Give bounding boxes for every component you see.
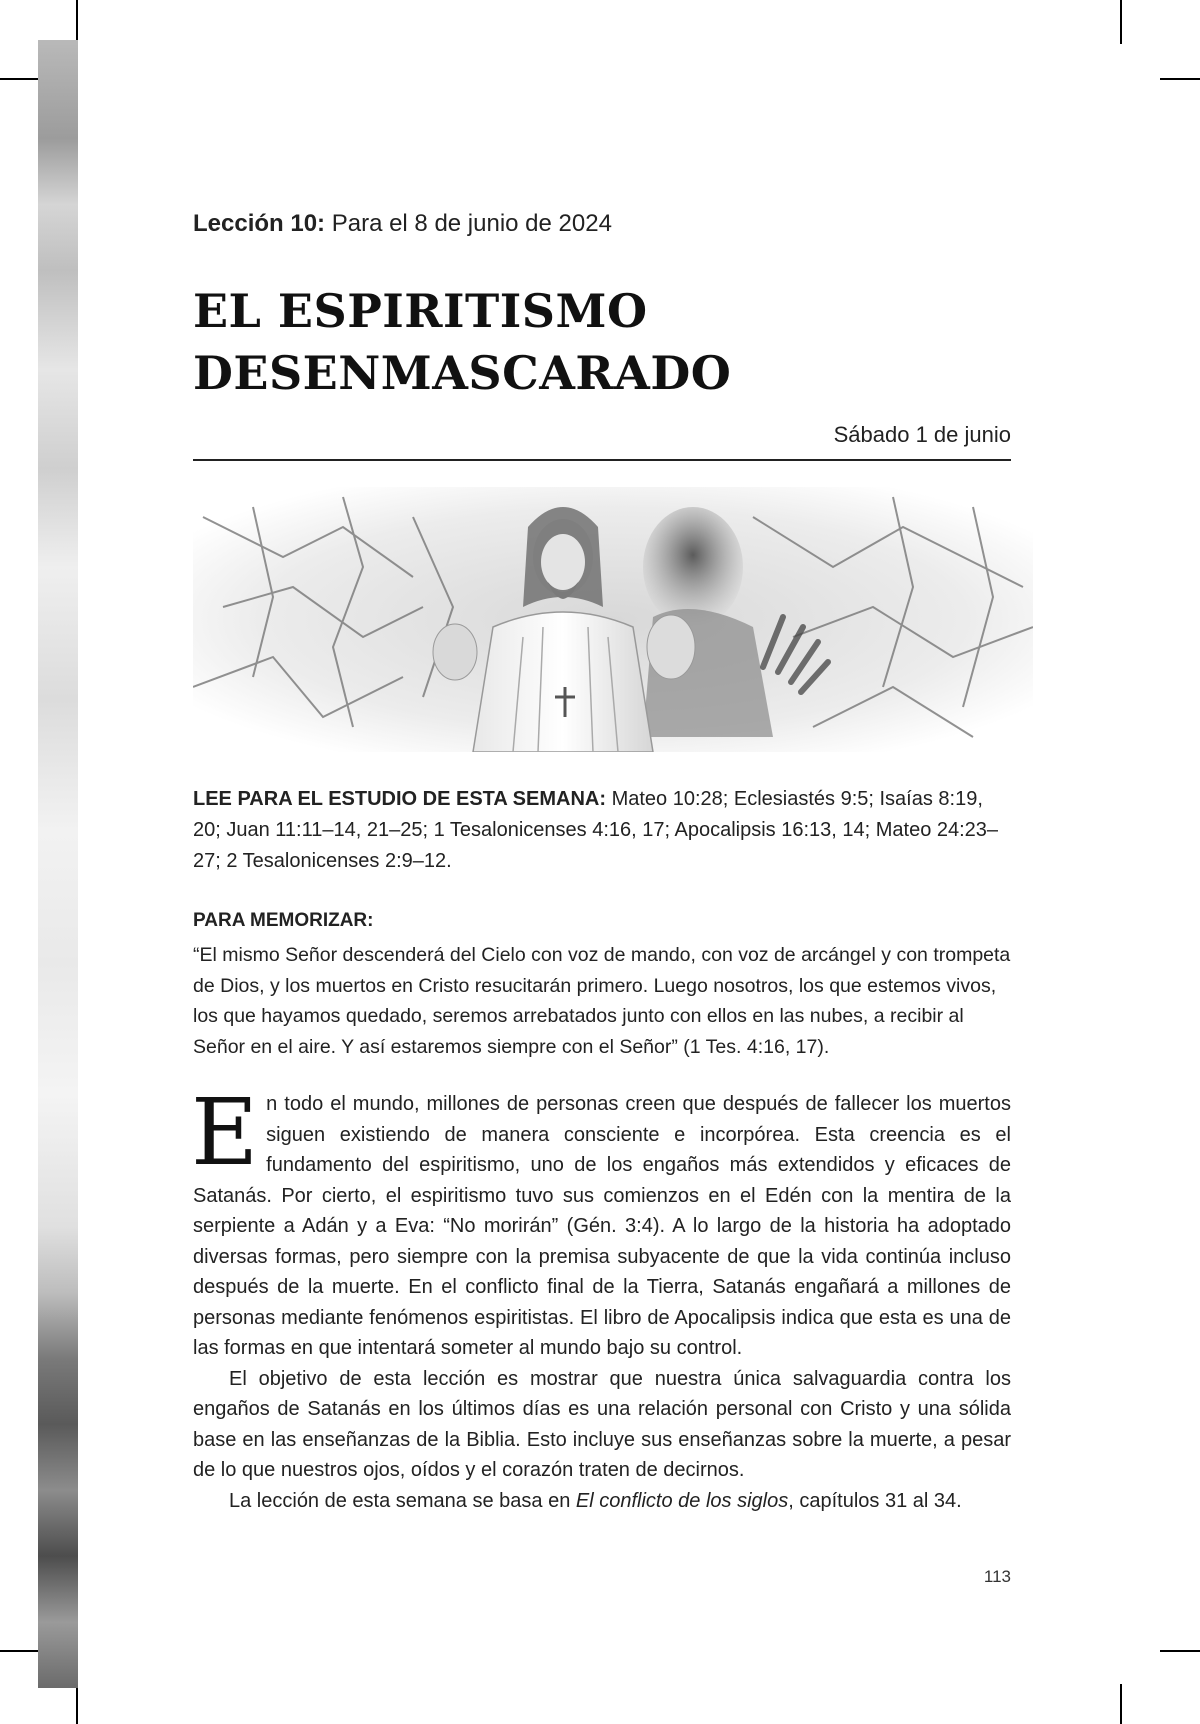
crop-mark	[76, 1684, 78, 1724]
crop-mark	[1160, 1650, 1200, 1652]
crop-mark	[1120, 1684, 1122, 1724]
paragraph	[191, 1079, 1011, 1364]
page-title	[193, 280, 731, 404]
lesson-illustration	[193, 487, 1033, 752]
paragraph-text: , capítulos 31 al 34.	[788, 1489, 962, 1512]
reading-text: Mateo 10:28; Eclesiastés 9:5; Isaías 8:19, 20; Juan 11:11–14, 21–25; 1 Tesalonicenses 4:16, 17; Apocalipsis 16:13, 14; Mateo 24:23–27; 2 Tesalonicenses 2:9–12.	[193, 788, 999, 872]
reading-assignment	[193, 784, 1011, 877]
crop-mark	[0, 1650, 40, 1652]
crop-mark	[0, 78, 40, 80]
page-number: 113	[983, 1567, 1011, 1586]
memory-verse: “El mismo Señor descenderá del Cielo con voz de mando, con voz de arcángel y con trompeta de Dios, y los muertos en Cristo resucitarán primero. Luego nosotros, los que estemos vivos, los que hayamos quedado, seremos arrebatados junto con ellos en las nubes, a recibir al Señor en el aire. Y así estaremos siempre con el Señor” (1 Tes. 4:16, 17).	[193, 944, 1011, 1058]
paragraph	[193, 1486, 1011, 1517]
crop-mark	[76, 0, 78, 44]
reading-label: LEE PARA EL ESTUDIO DE ESTA SEMANA:	[193, 788, 606, 810]
lesson-date: Para el 8 de junio de 2024	[331, 210, 612, 237]
paragraph-text: La lección de esta semana se basa en	[229, 1489, 576, 1512]
title-line-2: DESENMASCARADO	[193, 346, 732, 400]
crop-mark	[1120, 0, 1122, 44]
paragraph-text: n todo el mundo, millones de personas creen que después de fallecer los muertos siguen existiendo de manera consciente e incorpórea. Esta creencia es el fundamento del espiritismo, uno de los engaños más extendidos y eficaces de Satanás. Por cierto, el espiritismo tuvo sus comienzos en el Edén con la mentira de la serpiente a Adán y a Eva: “No morirán” (Gén. 3:4). A lo largo de la historia ha adoptado diversas formas, pero siempre con la premisa subyacente de que la vida continúa incluso después de la muerte. En el conflicto final de la Tierra, Satanás engañará a millones de personas mediante fenómenos espiritistas. El libro de Apocalipsis indica que esta es una de las formas en que intentará someter al mundo bajo su control.	[193, 1093, 1011, 1359]
decorative-side-strip	[38, 40, 78, 1688]
paragraph: El objetivo de esta lección es mostrar que nuestra única salvaguardia contra los engaños de Satanás en los últimos días es una relación personal con Cristo y una sólida base en las enseñanzas de la Biblia. Esto incluye sus enseñanzas sobre la muerte, a pesar de lo que nuestros ojos, oídos y el corazón traten de decirnos.	[193, 1367, 1011, 1481]
drop-cap: E	[191, 1079, 259, 1186]
book-title: El conflicto de los siglos	[575, 1489, 789, 1512]
day-heading: Sábado 1 de junio	[833, 422, 1011, 447]
divider	[193, 459, 1011, 461]
lesson-label: Lección 10:	[193, 210, 326, 237]
lesson-header	[193, 210, 612, 238]
crop-mark	[1160, 78, 1200, 80]
introduction-text	[191, 1079, 1011, 1516]
title-line-1: EL ESPIRITISMO	[193, 284, 648, 338]
memorize-label: PARA MEMORIZAR:	[193, 910, 374, 931]
